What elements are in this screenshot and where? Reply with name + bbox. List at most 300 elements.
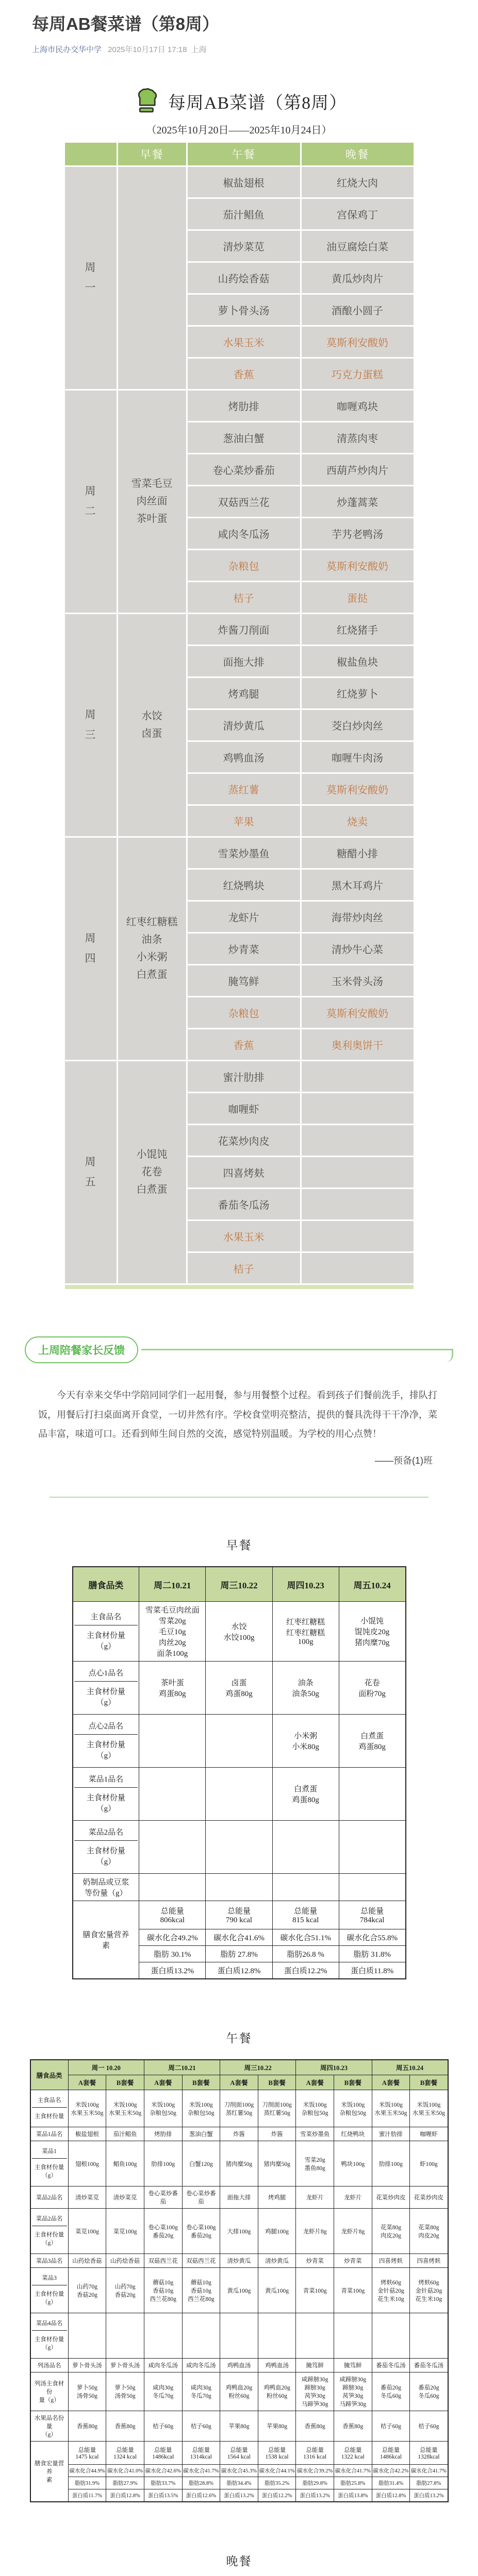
- row-label: [73, 1715, 139, 1768]
- data-cell: 面拖大排: [220, 2187, 258, 2209]
- day-label-text: 周 一: [85, 261, 96, 294]
- data-cell: 卷心菜炒番茄: [144, 2187, 182, 2209]
- menu-header-day-cell: [65, 143, 117, 165]
- macro-row: [30, 2442, 448, 2465]
- data-cell: 油条 油条50g: [272, 1662, 339, 1715]
- data-cell: 菜苋100g: [68, 2209, 106, 2254]
- menu-item: 清蒸肉枣: [302, 422, 414, 453]
- data-cell: 香蕉80g: [106, 2411, 144, 2442]
- data-cell: 红烧鸭块: [334, 2127, 372, 2141]
- row-label-bottom: 主食材份量 （g）: [86, 1847, 125, 1867]
- macro-cell: 总能量 1486kcal: [372, 2442, 410, 2465]
- macro-cell: 蛋白质13.2%: [139, 1962, 206, 1979]
- set-column-header: B套餐: [182, 2075, 220, 2090]
- data-cell: 鸡鸭血20g 粉丝60g: [258, 2372, 296, 2411]
- row-label-top: 菜品1品名: [74, 1770, 138, 1788]
- account-link[interactable]: 上海市民办交华中学: [32, 45, 102, 54]
- data-cell: [68, 2313, 106, 2359]
- menu-item: 咖喱虾: [188, 1093, 300, 1124]
- macro-cell: 碳水化合39.2%: [296, 2465, 334, 2477]
- publish-date: 2025年10月17日 17:18: [108, 45, 187, 54]
- menu-item: [302, 1253, 414, 1283]
- row-label: [73, 1602, 139, 1662]
- data-cell: 刀削面100g 蒸红薯50g: [220, 2090, 258, 2127]
- data-cell: 雪菜毛豆肉丝面 雪菜20g 毛豆10g 肉丝20g 面条100g: [139, 1602, 206, 1662]
- data-cell: 清炒菜苋: [68, 2187, 106, 2209]
- row-label-top: 主食品名: [32, 2093, 67, 2108]
- data-cell: 炸酱: [258, 2127, 296, 2141]
- macro-cell: 总能量 784kcal: [339, 1901, 405, 1929]
- macro-cell: 总能量 1486kcal: [144, 2442, 182, 2465]
- macro-cell: 蛋白质12.8%: [206, 1962, 272, 1979]
- day-column-header: 周二10.21: [144, 2060, 220, 2075]
- data-cell: 咸肉冬瓜汤: [182, 2359, 220, 2372]
- menu-item: 萝卜骨头汤: [188, 295, 300, 325]
- dinner-title: 晚餐: [226, 2555, 252, 2568]
- macro-row: [30, 2465, 448, 2477]
- menu-lunch-stack: [188, 1061, 300, 1283]
- menu-item: 花菜炒肉皮: [188, 1125, 300, 1156]
- menu-item: 炒青菜: [188, 934, 300, 964]
- day-column-header: 周五10.24: [339, 1567, 405, 1602]
- data-cell: 卤蛋 鸡蛋80g: [206, 1662, 272, 1715]
- table-row: [30, 2187, 448, 2209]
- table-row: [30, 2411, 448, 2442]
- data-cell: [139, 1821, 206, 1874]
- menu-item: 巧克力蛋糕: [302, 359, 414, 389]
- row-label-bottom: 主食材份量 （g）: [34, 2336, 64, 2351]
- menu-breakfast-cell: [118, 838, 186, 1060]
- menu-card-title-row: [65, 72, 414, 120]
- macro-cell: 脂肪33.7%: [144, 2477, 182, 2489]
- data-cell: 咸肉30g 冬瓜70g: [182, 2372, 220, 2411]
- set-column-header: A套餐: [372, 2075, 410, 2090]
- menu-day-label: [65, 391, 117, 613]
- table-row: [30, 2090, 448, 2127]
- macro-cell: 脂肪31.4%: [372, 2477, 410, 2489]
- macro-cell: 蛋白质13.8%: [334, 2489, 372, 2502]
- data-cell: 小米粥 小米80g: [272, 1715, 339, 1768]
- row-label: [73, 1821, 139, 1874]
- dinner-section: [0, 2552, 478, 2576]
- macro-cell: 碳水化合41.0%: [106, 2465, 144, 2477]
- menu-item: 莫斯利安酸奶: [302, 327, 414, 357]
- menu-item: 酒酿小圆子: [302, 295, 414, 325]
- menu-item: 西葫芦炒肉片: [302, 454, 414, 485]
- data-cell: 猪肉糜50g: [258, 2141, 296, 2187]
- menu-item: 黑木耳鸡片: [302, 870, 414, 900]
- macro-cell: 总能量 790 kcal: [206, 1901, 272, 1929]
- table-row: [30, 2209, 448, 2254]
- data-cell: 米饭100g 水果玉米50g: [410, 2090, 448, 2127]
- menu-header-breakfast: 早餐: [118, 143, 186, 165]
- feedback-badge: 上周陪餐家长反馈: [25, 1336, 138, 1363]
- data-cell: 山药70g 香菇20g: [106, 2268, 144, 2313]
- data-cell: 番茄20g 冬瓜60g: [372, 2372, 410, 2411]
- data-cell: [206, 1874, 272, 1901]
- menu-table-header-row: [65, 143, 414, 165]
- data-cell: 菜苋100g: [106, 2209, 144, 2254]
- data-cell: 米饭100g 杂粮包50g: [334, 2090, 372, 2127]
- feedback-underline: [141, 1349, 453, 1350]
- breakfast-lines: 红枣红糖糕 油条 小米粥 白煮蛋: [126, 917, 178, 981]
- menu-item: 糖醋小排: [302, 838, 414, 868]
- menu-item: 咖喱牛肉汤: [302, 742, 414, 772]
- menu-day-row: [65, 614, 414, 836]
- menu-header-dinner: 晚餐: [302, 143, 414, 165]
- data-cell: 白煮蛋 鸡蛋80g: [272, 1768, 339, 1821]
- macro-cell: 总能量 1564 kcal: [220, 2442, 258, 2465]
- macro-cell: 碳水化合49.2%: [139, 1929, 206, 1946]
- data-cell: 鸡鸭血汤: [258, 2359, 296, 2372]
- data-cell: 萝卜50g 汤骨50g: [106, 2372, 144, 2411]
- data-cell: 蜜汁肋排: [372, 2127, 410, 2141]
- day-label-text: 周 四: [85, 931, 96, 965]
- data-cell: 虾100g: [410, 2141, 448, 2187]
- data-cell: 葱油白蟹: [182, 2127, 220, 2141]
- row-label-top: 点心2品名: [74, 1717, 138, 1735]
- day-label-text: 周 三: [85, 708, 96, 741]
- data-cell: 双菇西兰花: [144, 2254, 182, 2268]
- table-header-row: [73, 1567, 406, 1602]
- data-cell: 青菜100g: [334, 2268, 372, 2313]
- menu-item: 茄汁鲳鱼: [188, 199, 300, 229]
- 午餐-table: [30, 2059, 449, 2502]
- macro-cell: 总能量 1324 kcal: [106, 2442, 144, 2465]
- macro-cell: 总能量 1475 kcal: [68, 2442, 106, 2465]
- data-cell: 雪菜20g 墨鱼80g: [296, 2141, 334, 2187]
- day-column-header: 周一 10.20: [68, 2060, 144, 2075]
- data-cell: [339, 1821, 405, 1874]
- menu-item: 蛋挞: [302, 582, 414, 613]
- data-cell: 萝卜骨头汤: [68, 2359, 106, 2372]
- data-cell: 咸肉冬瓜汤: [144, 2359, 182, 2372]
- row-label: [73, 1662, 139, 1715]
- menu-item: 红烧鸭块: [188, 870, 300, 900]
- menu-dinner-stack: [302, 838, 414, 1060]
- menu-item: 苹果: [188, 806, 300, 836]
- menu-item: 香蕉: [188, 1029, 300, 1060]
- menu-item: 海带炒肉丝: [302, 902, 414, 932]
- menu-breakfast-cell: [118, 391, 186, 613]
- table-row: [30, 2141, 448, 2187]
- data-cell: 香蕉80g: [334, 2411, 372, 2442]
- data-cell: [272, 1821, 339, 1874]
- macro-cell: 脂肪28.8%: [182, 2477, 220, 2489]
- row-label-top: 菜品2品名: [32, 2211, 67, 2226]
- menu-card-bottom-strip: [65, 1285, 414, 1289]
- data-cell: 苹果80g: [258, 2411, 296, 2442]
- macro-cell: 总能量 815 kcal: [272, 1901, 339, 1929]
- row-label-bottom: 主食材份量: [34, 2113, 64, 2120]
- row-label-top: 菜品3: [32, 2270, 67, 2285]
- macro-cell: 碳水化合41.7%: [182, 2465, 220, 2477]
- macro-cell: 碳水化合55.8%: [339, 1929, 405, 1946]
- data-cell: 山药烩香菇: [106, 2254, 144, 2268]
- data-cell: 咸蹄膀30g 蹄膀30g 莴笋30g 马蹄笋30g: [334, 2372, 372, 2411]
- macro-cell: 脂肪35.2%: [258, 2477, 296, 2489]
- menu-item: [302, 1221, 414, 1251]
- menu-item: 面拖大排: [188, 646, 300, 676]
- macro-cell: 蛋白质13.2%: [220, 2489, 258, 2502]
- row-label: [30, 2209, 69, 2254]
- macro-cell: 脂肪29.8%: [296, 2477, 334, 2489]
- menu-item: 茭白炒肉丝: [302, 710, 414, 740]
- data-cell: 卷心菜100g 番茄20g: [182, 2209, 220, 2254]
- row-label: 菜品3品名: [30, 2254, 69, 2268]
- macro-label: 膳食宏量营养 素: [30, 2442, 69, 2502]
- article-meta: [32, 44, 446, 55]
- macro-cell: 总能量 1538 kcal: [258, 2442, 296, 2465]
- set-column-header: A套餐: [144, 2075, 182, 2090]
- menu-item: 清炒菜苋: [188, 231, 300, 261]
- data-cell: 黄瓜100g: [258, 2268, 296, 2313]
- macro-cell: 碳水化合42.6%: [144, 2465, 182, 2477]
- row-label: [30, 2268, 69, 2313]
- data-cell: 肋排100g: [372, 2141, 410, 2187]
- macro-cell: 碳水化合44.1%: [258, 2465, 296, 2477]
- menu-item: 清炒牛心菜: [302, 934, 414, 964]
- menu-item: 奥利奥饼干: [302, 1029, 414, 1060]
- data-cell: 苹果80g: [220, 2411, 258, 2442]
- day-column-header: 周三10.22: [206, 1567, 272, 1602]
- table-head: [73, 1567, 406, 1602]
- menu-item: 玉米骨头汤: [302, 965, 414, 996]
- data-cell: 猪肉糜50g: [220, 2141, 258, 2187]
- data-cell: 花菜炒肉皮: [372, 2187, 410, 2209]
- macro-cell: 碳水化合42.2%: [372, 2465, 410, 2477]
- data-cell: 青菜100g: [296, 2268, 334, 2313]
- menu-day-label: [65, 614, 117, 836]
- row-label: 水果品名份量 （g）: [30, 2411, 69, 2442]
- data-cell: [206, 1768, 272, 1821]
- macro-cell: 总能量 1322 kcal: [334, 2442, 372, 2465]
- macro-cell: 蛋白质12.2%: [272, 1962, 339, 1979]
- data-cell: 花菜80g 肉皮20g: [372, 2209, 410, 2254]
- table-subheader-row: [30, 2075, 448, 2090]
- row-label-bottom: 主食材份量 （g）: [86, 1794, 125, 1814]
- column-header: 膳食品类: [73, 1567, 139, 1602]
- table-body: [30, 2090, 448, 2502]
- row-label: 列汤主食材份 量（g）: [30, 2372, 69, 2411]
- data-cell: 鸡鸭血汤: [220, 2359, 258, 2372]
- data-cell: 腌笃鲜: [296, 2359, 334, 2372]
- data-cell: 蘑菇10g 香菇10g 西兰花80g: [182, 2268, 220, 2313]
- menu-dinner-stack: [302, 1061, 414, 1283]
- macro-cell: 蛋白质11.7%: [68, 2489, 106, 2502]
- set-column-header: A套餐: [296, 2075, 334, 2090]
- data-cell: 烤麸60g 金针菇20g 花生米10g: [372, 2268, 410, 2313]
- menu-item: 莫斯利安酸奶: [302, 550, 414, 581]
- menu-breakfast-cell: [118, 614, 186, 836]
- table-row: [30, 2359, 448, 2372]
- menu-item: 咖喱鸡块: [302, 391, 414, 421]
- menu-item: 炒蓬蒿菜: [302, 486, 414, 517]
- data-cell: 米饭100g 水果玉米50g: [372, 2090, 410, 2127]
- data-cell: [372, 2313, 410, 2359]
- menu-item: [302, 1157, 414, 1188]
- data-cell: 水饺 水饺100g: [206, 1602, 272, 1662]
- set-column-header: A套餐: [68, 2075, 106, 2090]
- macro-cell: 总能量 806kcal: [139, 1901, 206, 1929]
- macro-cell: 碳水化合51.1%: [272, 1929, 339, 1946]
- data-cell: 花卷 面粉70g: [339, 1662, 405, 1715]
- data-cell: 米饭100g 杂粮包50g: [182, 2090, 220, 2127]
- data-cell: 双菇西兰花: [182, 2254, 220, 2268]
- row-label-bottom: 主食材份量 （g）: [86, 1631, 125, 1651]
- data-cell: 龙虾片8g: [296, 2209, 334, 2254]
- menu-item: [302, 1189, 414, 1219]
- day-column-header: 周二10.21: [139, 1567, 206, 1602]
- data-cell: 椒盐翅根: [68, 2127, 106, 2141]
- row-label-bottom: 主食材份量 （g）: [34, 2291, 64, 2306]
- menu-item: 红烧大肉: [302, 167, 414, 197]
- data-cell: 萝卜骨头汤: [106, 2359, 144, 2372]
- macro-cell: 碳水化合41.7%: [334, 2465, 372, 2477]
- menu-item: 莫斯利安酸奶: [302, 774, 414, 804]
- data-cell: 咸蹄膀30g 蹄膀30g 莴笋30g 马蹄笋30g: [296, 2372, 334, 2411]
- data-cell: 花菜80g 肉皮20g: [410, 2209, 448, 2254]
- column-header: 膳食品类: [30, 2060, 69, 2090]
- data-cell: 米饭100g 杂粮包50g: [296, 2090, 334, 2127]
- data-cell: 香蕉80g: [296, 2411, 334, 2442]
- menu-item: 黄瓜炒肉片: [302, 263, 414, 293]
- data-cell: 米饭100g 水果玉米50g: [68, 2090, 106, 2127]
- data-cell: 白蟹120g: [182, 2141, 220, 2187]
- day-column-header: 周四10.23: [296, 2060, 372, 2075]
- table-head: [30, 2060, 448, 2090]
- 早餐-table: [72, 1566, 406, 1979]
- chef-hat-icon: [131, 87, 161, 116]
- data-cell: 卷心菜100g 番茄20g: [144, 2209, 182, 2254]
- set-column-header: B套餐: [106, 2075, 144, 2090]
- data-cell: 花菜炒肉皮: [410, 2187, 448, 2209]
- row-label: [73, 1768, 139, 1821]
- data-cell: 茄汁鲳鱼: [106, 2127, 144, 2141]
- table-row: [30, 2372, 448, 2411]
- macro-cell: 碳水化合44.9%: [68, 2465, 106, 2477]
- day-column-header: 周四10.23: [272, 1567, 339, 1602]
- table-row: [73, 1662, 406, 1715]
- data-cell: 清炒黄瓜: [258, 2254, 296, 2268]
- menu-item: 桔子: [188, 582, 300, 613]
- data-cell: 雪菜炒墨鱼: [296, 2127, 334, 2141]
- menu-item: [302, 1125, 414, 1156]
- row-label: 菜品2品名: [30, 2187, 69, 2209]
- data-cell: [296, 2313, 334, 2359]
- data-cell: [139, 1768, 206, 1821]
- data-cell: 鲳鱼100g: [106, 2141, 144, 2187]
- table-row: [30, 2127, 448, 2141]
- data-cell: 刀削面100g 蒸红薯50g: [258, 2090, 296, 2127]
- table-row: [30, 2268, 448, 2313]
- menu-item: 水果玉米: [188, 1221, 300, 1251]
- macro-row: [73, 1901, 406, 1929]
- menu-item: 四喜烤麸: [188, 1157, 300, 1188]
- menu-item: 咸肉冬瓜汤: [188, 518, 300, 549]
- data-cell: [139, 1874, 206, 1901]
- data-cell: 炸酱: [220, 2127, 258, 2141]
- menu-day-label: [65, 1061, 117, 1283]
- menu-item: 龙虾片: [188, 902, 300, 932]
- data-cell: 龙虾片: [296, 2187, 334, 2209]
- macro-cell: 碳水化合41.7%: [410, 2465, 448, 2477]
- macro-cell: 蛋白质13.2%: [410, 2489, 448, 2502]
- macro-cell: 脂肪26.8 %: [272, 1946, 339, 1962]
- data-cell: 番茄20g 冬瓜60g: [410, 2372, 448, 2411]
- publish-location: 上海: [191, 45, 207, 54]
- menu-item: 卷心菜炒番茄: [188, 454, 300, 485]
- data-cell: [334, 2313, 372, 2359]
- data-cell: [258, 2313, 296, 2359]
- row-label-bottom: 主食材份量 （g）: [86, 1688, 125, 1707]
- menu-item: [302, 1093, 414, 1124]
- table-header-row: [30, 2060, 448, 2075]
- menu-item: 炸酱刀削面: [188, 614, 300, 645]
- menu-header-lunch: 午餐: [188, 143, 300, 165]
- menu-item: 葱油白蟹: [188, 422, 300, 453]
- data-cell: [139, 1715, 206, 1768]
- macro-cell: 蛋白质12.6%: [182, 2489, 220, 2502]
- data-cell: 龙虾片8g: [334, 2209, 372, 2254]
- menu-day-row: [65, 167, 414, 389]
- data-cell: 烤鸡腿: [258, 2187, 296, 2209]
- row-label: 奶制品或豆浆 等份量（g）: [73, 1874, 139, 1901]
- data-cell: 桔子60g: [410, 2411, 448, 2442]
- menu-item: 杂粮包: [188, 550, 300, 581]
- data-cell: 四喜烤麸: [372, 2254, 410, 2268]
- menu-lunch-stack: [188, 167, 300, 389]
- macro-cell: 蛋白质13.2%: [296, 2489, 334, 2502]
- day-label-text: 周 二: [85, 484, 96, 518]
- data-cell: 鸡鸭血20g 粉丝60g: [220, 2372, 258, 2411]
- macro-cell: 脂肪27.9%: [106, 2477, 144, 2489]
- table-row: [73, 1602, 406, 1662]
- data-cell: 蘑菇10g 香菇10g 西兰花80g: [144, 2268, 182, 2313]
- data-cell: 小馄饨 馄饨皮20g 猪肉糜70g: [339, 1602, 405, 1662]
- data-cell: 鸭块100g: [334, 2141, 372, 2187]
- data-cell: 烤肋排: [144, 2127, 182, 2141]
- menu-item: 红烧猪手: [302, 614, 414, 645]
- parent-feedback-section: [0, 1336, 478, 1498]
- menu-item: 山药烩香菇: [188, 263, 300, 293]
- table-body: [73, 1602, 406, 1979]
- article-header: [0, 0, 478, 55]
- data-cell: [272, 1874, 339, 1901]
- row-label: 列汤品名: [30, 2359, 69, 2372]
- data-cell: 咸肉30g 冬瓜70g: [144, 2372, 182, 2411]
- table-row: [73, 1874, 406, 1901]
- macro-cell: 脂肪27.8%: [410, 2477, 448, 2489]
- macro-cell: 脂肪 31.8%: [339, 1946, 405, 1962]
- macro-row: [30, 2477, 448, 2489]
- row-label-top: 菜品1: [32, 2144, 67, 2159]
- data-cell: 萝卜50g 汤骨50g: [68, 2372, 106, 2411]
- macro-cell: 蛋白质11.8%: [339, 1962, 405, 1979]
- data-cell: [206, 1715, 272, 1768]
- row-label-top: 菜品2品名: [74, 1823, 138, 1841]
- row-label-top: 主食品名: [74, 1608, 138, 1625]
- menu-item: [302, 1061, 414, 1092]
- data-cell: 肋排100g: [144, 2141, 182, 2187]
- data-cell: 清炒黄瓜: [220, 2254, 258, 2268]
- data-cell: 桔子60g: [372, 2411, 410, 2442]
- menu-day-row: [65, 838, 414, 1060]
- menu-lunch-stack: [188, 391, 300, 613]
- data-cell: 米饭100g 水果玉米50g: [106, 2090, 144, 2127]
- macro-cell: 总能量 1328kcal: [410, 2442, 448, 2465]
- menu-dinner-stack: [302, 614, 414, 836]
